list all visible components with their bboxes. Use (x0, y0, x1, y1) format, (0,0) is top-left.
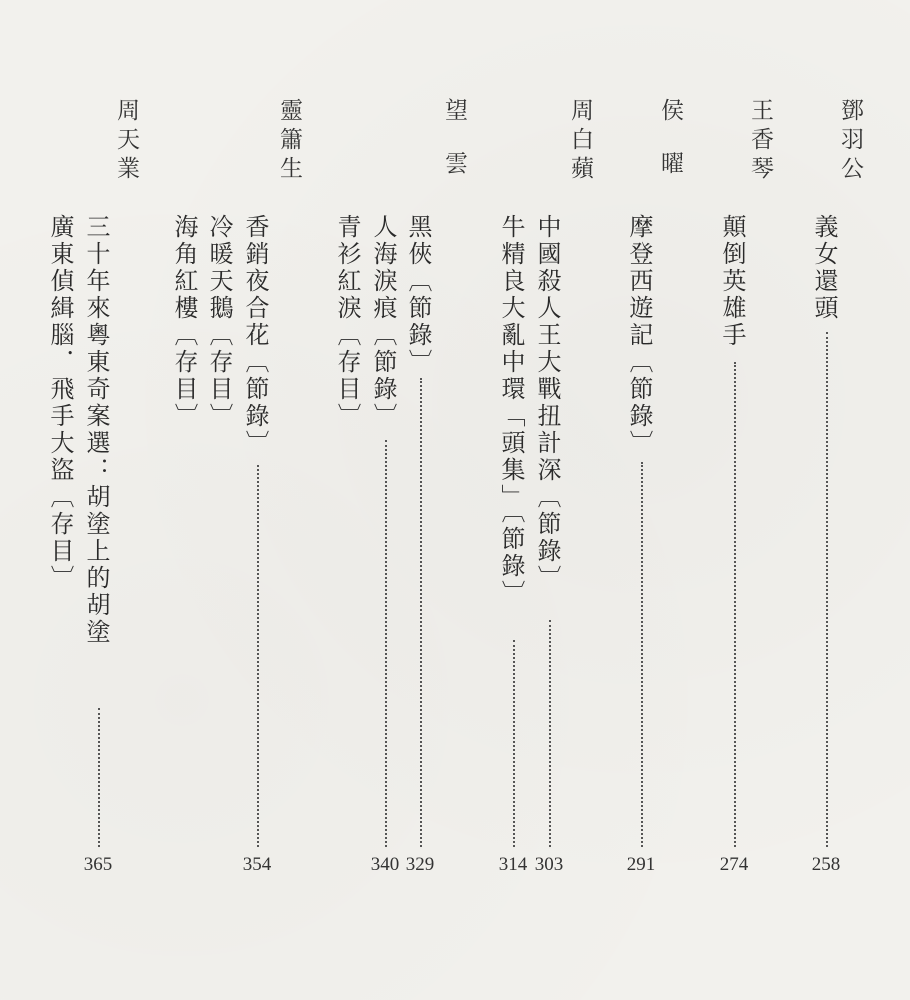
leader-dots (257, 465, 259, 847)
page-number: 303 (534, 854, 564, 875)
author-wang-yun: 望雲 (441, 98, 467, 204)
page-number: 329 (405, 854, 435, 875)
page-number: 291 (626, 854, 656, 875)
leader-dots (641, 462, 643, 847)
page-number: 340 (370, 854, 400, 875)
entry-title: 三十年來粵東奇案選：胡塗上的胡塗 (82, 214, 110, 646)
entry-title: 顛倒英雄手 (718, 214, 746, 349)
page-number: 314 (498, 854, 528, 875)
page-number: 354 (242, 854, 272, 875)
author-zhou-baipin: 周白蘋 (567, 98, 593, 185)
leader-dots (420, 378, 422, 847)
leader-dots (549, 620, 551, 847)
entry-title: 人海淚痕〔節錄〕 (369, 214, 397, 430)
page-number: 365 (83, 854, 113, 875)
leader-dots (734, 362, 736, 847)
entry-title: 冷暖天鵝〔存目〕 (205, 214, 233, 430)
author-deng-yugong: 鄧羽公 (837, 98, 863, 185)
author-lingxiaosheng: 靈簫生 (276, 98, 302, 185)
page-number: 274 (719, 854, 749, 875)
entry-title: 海角紅樓〔存目〕 (170, 214, 198, 430)
entry-title: 中國殺人王大戰扭計深〔節錄〕 (533, 214, 561, 592)
leader-dots (98, 708, 100, 847)
author-wang-xiangqin: 王香琴 (747, 98, 773, 185)
entry-title: 香銷夜合花〔節錄〕 (241, 214, 269, 457)
leader-dots (513, 640, 515, 847)
leader-dots (385, 440, 387, 847)
leader-dots (826, 332, 828, 847)
page-number: 258 (811, 854, 841, 875)
author-hou-yao: 侯曜 (657, 98, 683, 204)
entry-title: 廣東偵緝腦．飛手大盜〔存目〕 (46, 214, 74, 592)
entry-title: 黑俠〔節錄〕 (404, 214, 432, 376)
author-zhou-tianye: 周天業 (113, 98, 139, 185)
entry-title: 義女還頭 (810, 214, 838, 322)
entry-title: 摩登西遊記〔節錄〕 (625, 214, 653, 457)
entry-title: 牛精良大亂中環「頭集」〔節錄〕 (497, 214, 525, 607)
entry-title: 青衫紅淚〔存目〕 (333, 214, 361, 430)
